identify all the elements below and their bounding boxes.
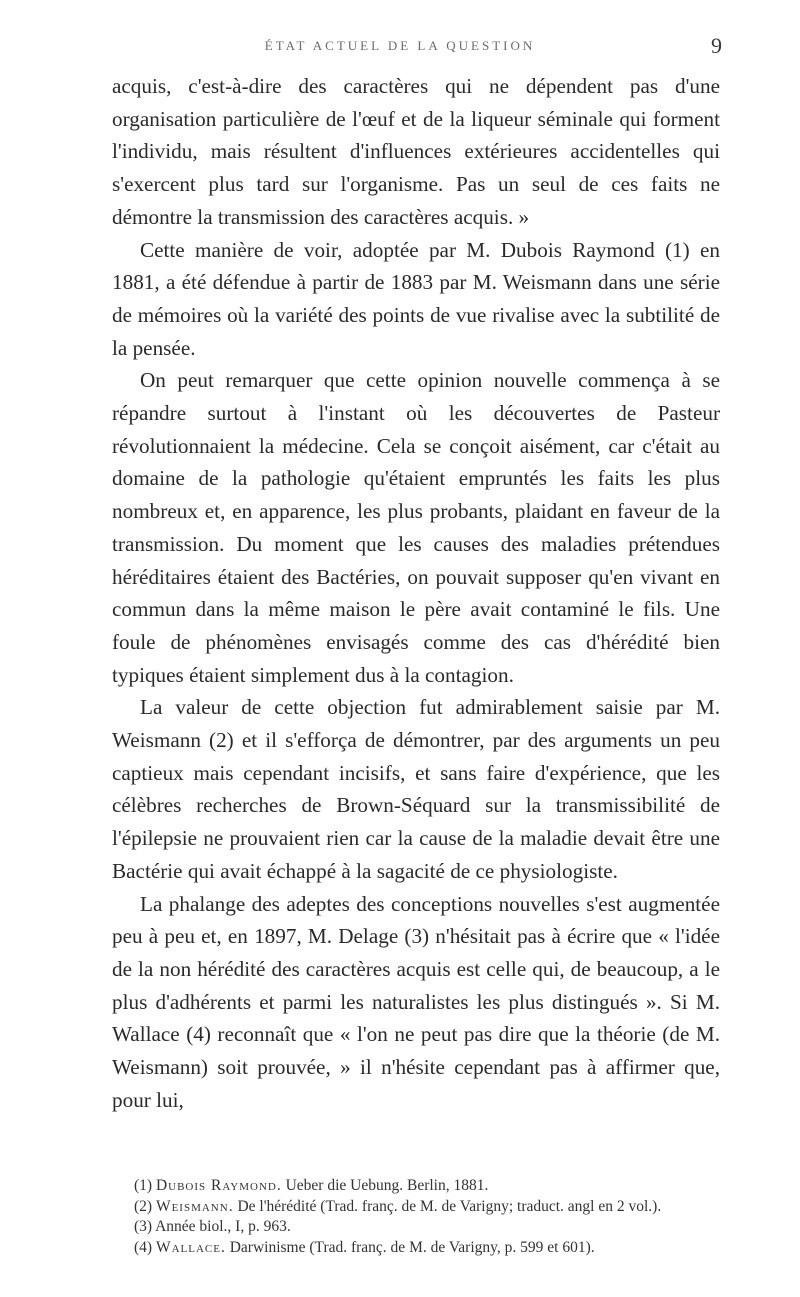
footnote-2 <box>112 1197 720 1218</box>
footnote-mark: (3) <box>134 1218 153 1235</box>
paragraph: Cette manière de voir, adoptée par M. Dubois Raymond (1) en 1881, a été défendue à partir de 1883 par M. Weismann dans une série de mémoires où la variété des points de vue rivalise avec la subtilité de la pensée. <box>112 237 720 360</box>
footnote-text: Année biol., I, p. 963. <box>155 1218 291 1235</box>
footnote-mark: (1) <box>134 1177 153 1194</box>
footnotes <box>112 1176 720 1258</box>
footnote-text: Ueber die Uebung. Berlin, 1881. <box>285 1177 489 1194</box>
footnote-text: Darwinisme (Trad. franç. de M. de Varigny, p. 599 et 601). <box>229 1238 595 1256</box>
footnote-author: Weismann. <box>155 1197 234 1215</box>
footnote-4 <box>112 1238 720 1259</box>
paragraph-continued: acquis, c'est-à-dire des caractères qui ne dépendent pas d'une organisation particulière de l'œuf et de la liqueur séminale qui forment l'individu, mais résultent d'influences extérieures accidentelles qui s'exercent plus tard sur l'organisme. Pas un seul de ces faits ne démontre la transmission des caractères acquis. » <box>112 74 720 229</box>
page-number: 9 <box>711 33 722 58</box>
footnote-3 <box>112 1217 720 1238</box>
footnote-text: De l'hérédité (Trad. franç. de M. de Varigny; traduct. angl en 2 vol.). <box>237 1197 662 1215</box>
footnote-mark: (4) <box>134 1238 153 1256</box>
footnote-author: Wallace. <box>155 1238 226 1256</box>
paragraph: On peut remarquer que cette opinion nouvelle commença à se répandre surtout à l'instant où les découvertes de Pasteur révolutionnaient la médecine. Cela se conçoit aisément, car c'était au domaine de la pathologie qu'étaient empruntés les faits les plus nombreux et, en apparence, les plus probants, plaidant en faveur de la transmission. Du moment que les causes des maladies prétendues héréditaires étaient des Bactéries, on pouvait supposer qu'en vivant en commun dans la même maison le père avait contaminé le fils. Une foule de phénomènes envisagés comme des cas d'hérédité bien typiques étaient simplement dus à la contagion. <box>112 368 720 687</box>
paragraph: La phalange des adeptes des conceptions nouvelles s'est augmentée peu à peu et, en 1897, M. Delage (3) n'hésitait pas à écrire que « l'idée de la non hérédité des caractères acquis est celle qui, de beaucoup, a le plus d'adhérents et parmi les naturalistes les plus distingués ». Si M. Wallace (4) reconnaît que « l'on ne peut pas dire que la théorie (de M. Weismann) soit prouvée, » il n'hésite cependant pas à affirmer que, pour lui, <box>112 891 720 1112</box>
paragraph: La valeur de cette objection fut admirablement saisie par M. Weismann (2) et il s'efforça de démontrer, par des arguments un peu captieux mais cependant incisifs, et sans faire d'expérience, que les célèbres recherches de Brown-Séquard sur la transmissibilité de l'épilepsie ne prouvaient rien car la cause de la maladie devait être une Bactérie qui avait échappé à la sagacité de ce physiologiste. <box>112 695 720 883</box>
body-text <box>112 70 720 1117</box>
footnote-mark: (2) <box>134 1197 153 1215</box>
footnote-author: Dubois Raymond. <box>155 1177 282 1194</box>
footnote-1 <box>112 1176 720 1197</box>
running-head: ÉTAT ACTUEL DE LA QUESTION <box>264 38 536 53</box>
